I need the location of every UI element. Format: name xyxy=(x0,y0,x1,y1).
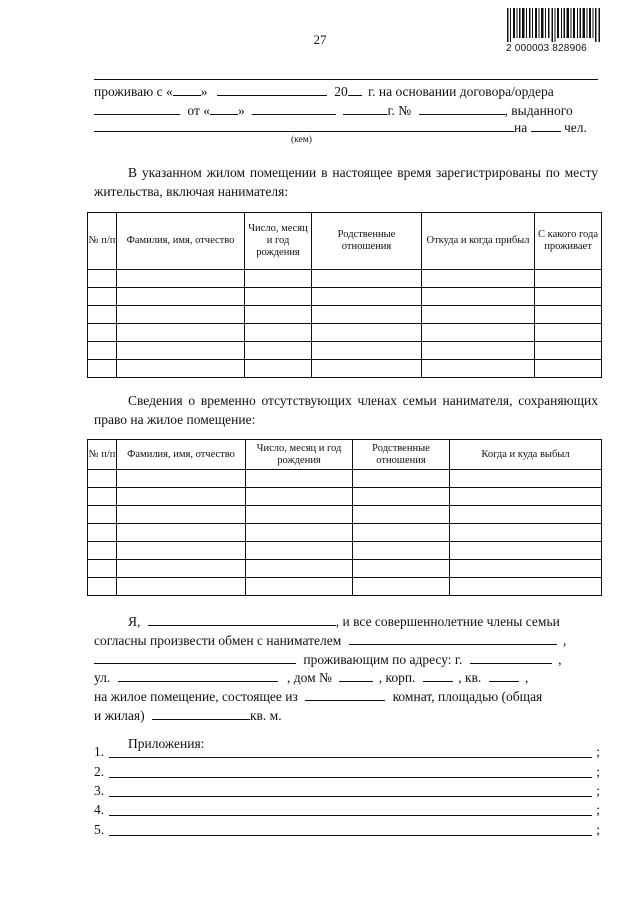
registration-line-1 xyxy=(94,82,554,101)
registered-table-body xyxy=(88,270,602,378)
table-row xyxy=(88,560,602,578)
text-sq-m: кв. м. xyxy=(249,708,282,723)
table-cell[interactable] xyxy=(422,306,535,324)
contract-month-blank[interactable] xyxy=(252,101,336,115)
text-from: от « xyxy=(187,103,210,118)
table-cell[interactable] xyxy=(353,506,450,524)
table-cell[interactable] xyxy=(450,488,602,506)
table-cell[interactable] xyxy=(535,270,602,288)
table-row xyxy=(88,270,602,288)
table-row xyxy=(88,542,602,560)
text-year-prefix: 20 xyxy=(334,84,348,99)
table-cell[interactable] xyxy=(117,306,245,324)
table-cell[interactable] xyxy=(245,288,312,306)
persons-count-blank[interactable] xyxy=(531,118,561,132)
col-header-since-year: С какого года проживает xyxy=(535,213,602,270)
barcode-digits: 2 000003 828906 xyxy=(506,43,587,54)
appendix-number: 2. xyxy=(94,764,105,779)
table-cell[interactable] xyxy=(88,560,117,578)
table-cell[interactable] xyxy=(422,342,535,360)
table-cell[interactable] xyxy=(117,342,245,360)
building-blank[interactable] xyxy=(423,668,453,682)
table-cell[interactable] xyxy=(312,324,422,342)
house-blank[interactable] xyxy=(339,668,373,682)
table-cell[interactable] xyxy=(245,342,312,360)
table-cell[interactable] xyxy=(246,542,353,560)
tenant-name-cont-blank[interactable] xyxy=(94,650,296,664)
text-and-adult-members: , и все совершеннолетние члены семьи xyxy=(335,614,560,629)
text-comma: , xyxy=(558,652,562,667)
table-row xyxy=(88,524,602,542)
col-header-arrived: Откуда и когда прибыл xyxy=(422,213,535,270)
contract-number-blank[interactable] xyxy=(94,101,180,115)
appendix-end: ; xyxy=(596,802,600,817)
consent-line-4 xyxy=(94,668,528,687)
appendix-blank[interactable] xyxy=(109,796,592,797)
appendix-blank[interactable] xyxy=(109,815,592,816)
table-cell[interactable] xyxy=(450,524,602,542)
appendix-end: ; xyxy=(596,783,600,798)
appendix-number: 4. xyxy=(94,802,105,817)
text-and-living: и жилая) xyxy=(94,708,145,723)
col-header-birth-date: Число, месяц и год рождения xyxy=(245,213,312,270)
text-quote-close: » xyxy=(200,84,208,99)
top-underline xyxy=(94,79,598,80)
table-cell[interactable] xyxy=(353,578,450,596)
table-cell[interactable] xyxy=(535,324,602,342)
table-row xyxy=(88,324,602,342)
text-quote-close-2: » xyxy=(237,103,245,118)
absent-intro xyxy=(94,391,598,429)
table-cell[interactable] xyxy=(353,524,450,542)
appendix-blank[interactable] xyxy=(109,835,592,836)
table-cell[interactable] xyxy=(245,360,312,378)
table-row xyxy=(88,306,602,324)
table-cell[interactable] xyxy=(450,560,602,578)
absent-intro-text: Сведения о временно отсутствующих членах семьи нанимателя, сохраняющих право на жилое помещение: xyxy=(94,393,598,427)
appendix-number: 1. xyxy=(94,744,105,759)
table-row xyxy=(88,360,602,378)
appendix-end: ; xyxy=(596,744,600,759)
table-cell[interactable] xyxy=(117,542,246,560)
table-cell[interactable] xyxy=(450,506,602,524)
table-cell[interactable] xyxy=(353,542,450,560)
text-since: проживаю с « xyxy=(94,84,173,99)
table-cell[interactable] xyxy=(422,270,535,288)
contract-year-blank[interactable] xyxy=(343,101,387,115)
absent-table xyxy=(87,439,602,596)
table-cell[interactable] xyxy=(88,360,117,378)
table-row xyxy=(88,342,602,360)
table-cell[interactable] xyxy=(535,288,602,306)
table-cell[interactable] xyxy=(312,270,422,288)
table-cell[interactable] xyxy=(312,360,422,378)
text-apartment: , кв. xyxy=(458,670,482,685)
table-cell[interactable] xyxy=(246,488,353,506)
col-header-departed: Когда и куда выбыл xyxy=(450,440,602,470)
table-cell[interactable] xyxy=(88,270,117,288)
registered-table xyxy=(87,212,602,378)
appendices-title: Приложения: xyxy=(128,736,205,751)
table-cell[interactable] xyxy=(422,288,535,306)
table-cell[interactable] xyxy=(246,560,353,578)
registered-intro-text: В указанном жилом помещении в настоящее время зарегистрированы по месту жительства, включая нанимателя: xyxy=(94,165,598,199)
table-cell[interactable] xyxy=(245,324,312,342)
table-row xyxy=(88,470,602,488)
text-living-space-rooms: на жилое помещение, состоящее из xyxy=(94,689,298,704)
table-cell[interactable] xyxy=(117,470,246,488)
text-agree-exchange: согласны произвести обмен с нанимателем xyxy=(94,633,342,648)
contract-day-blank[interactable] xyxy=(210,101,238,115)
year-blank[interactable] xyxy=(348,82,362,96)
table-row xyxy=(88,506,602,524)
table-cell[interactable] xyxy=(88,524,117,542)
registration-line-3 xyxy=(94,118,587,137)
applicant-name-blank[interactable] xyxy=(148,612,336,626)
text-building: , корп. xyxy=(378,670,416,685)
consent-line-3 xyxy=(94,650,561,669)
area-blank[interactable] xyxy=(152,706,250,720)
table-cell[interactable] xyxy=(117,360,245,378)
text-rooms-area: комнат, площадью (общая xyxy=(392,689,543,704)
table-cell[interactable] xyxy=(246,524,353,542)
appendix-end: ; xyxy=(596,764,600,779)
table-cell[interactable] xyxy=(535,360,602,378)
table-cell[interactable] xyxy=(450,542,602,560)
table-cell[interactable] xyxy=(246,506,353,524)
table-cell[interactable] xyxy=(353,470,450,488)
page-number: 27 xyxy=(313,32,327,47)
text-living-at-city: проживающим по адресу: г. xyxy=(303,652,463,667)
table-cell[interactable] xyxy=(117,578,246,596)
appendix-number: 3. xyxy=(94,783,105,798)
street-blank[interactable] xyxy=(118,668,278,682)
apartment-blank[interactable] xyxy=(489,668,519,682)
appendix-blank[interactable] xyxy=(109,777,592,778)
month-blank[interactable] xyxy=(217,82,327,96)
table-cell[interactable] xyxy=(117,488,246,506)
table-cell[interactable] xyxy=(312,288,422,306)
table-cell[interactable] xyxy=(117,288,245,306)
appendix-end: ; xyxy=(596,822,600,837)
city-blank[interactable] xyxy=(470,650,552,664)
col-header-full-name: Фамилия, имя, отчество xyxy=(117,213,245,270)
table-cell[interactable] xyxy=(245,306,312,324)
registered-intro xyxy=(94,163,598,201)
col-header-relationship: Родственные отношения xyxy=(312,213,422,270)
tenant-name-blank[interactable] xyxy=(349,631,557,645)
table-cell[interactable] xyxy=(245,270,312,288)
table-cell[interactable] xyxy=(246,578,353,596)
table-cell[interactable] xyxy=(88,578,117,596)
text-persons: чел. xyxy=(563,120,587,135)
rooms-count-blank[interactable] xyxy=(305,687,385,701)
text-year-number: г. № xyxy=(387,103,412,118)
col-header-number: № п/п xyxy=(88,213,117,270)
table-cell[interactable] xyxy=(353,560,450,578)
table-row xyxy=(88,288,602,306)
absent-table-body xyxy=(88,470,602,596)
text-based-on-contract: г. на основании договора/ордера xyxy=(368,84,554,99)
table-cell[interactable] xyxy=(422,324,535,342)
table-cell[interactable] xyxy=(88,324,117,342)
table-cell[interactable] xyxy=(88,288,117,306)
table-cell[interactable] xyxy=(88,542,117,560)
day-blank[interactable] xyxy=(173,82,201,96)
col-header-birth-date: Число, месяц и год рождения xyxy=(246,440,353,470)
table-cell[interactable] xyxy=(117,270,245,288)
table-cell[interactable] xyxy=(88,470,117,488)
caption-kem: (кем) xyxy=(291,135,312,145)
table-cell[interactable] xyxy=(88,488,117,506)
text-comma: , xyxy=(563,633,567,648)
col-header-full-name: Фамилия, имя, отчество xyxy=(117,440,246,470)
table-cell[interactable] xyxy=(246,470,353,488)
col-header-relationship: Родственные отношения xyxy=(353,440,450,470)
doc-number-blank[interactable] xyxy=(419,101,505,115)
table-row xyxy=(88,488,602,506)
barcode-image xyxy=(507,8,602,42)
text-street: ул. xyxy=(94,670,111,685)
table-cell[interactable] xyxy=(88,506,117,524)
table-cell[interactable] xyxy=(88,306,117,324)
table-cell[interactable] xyxy=(450,578,602,596)
appendix-blank[interactable] xyxy=(109,757,592,758)
table-cell[interactable] xyxy=(450,470,602,488)
table-cell[interactable] xyxy=(117,324,245,342)
table-cell[interactable] xyxy=(353,488,450,506)
text-comma: , xyxy=(525,670,529,685)
table-cell[interactable] xyxy=(117,524,246,542)
text-i: Я, xyxy=(128,614,141,629)
table-cell[interactable] xyxy=(535,306,602,324)
table-cell[interactable] xyxy=(535,342,602,360)
appendix-number: 5. xyxy=(94,822,105,837)
text-house-number: , дом № xyxy=(287,670,332,685)
table-cell[interactable] xyxy=(312,342,422,360)
table-cell[interactable] xyxy=(88,342,117,360)
table-cell[interactable] xyxy=(117,560,246,578)
consent-line-6 xyxy=(94,706,282,725)
table-row xyxy=(88,578,602,596)
issued-by-blank[interactable] xyxy=(94,118,514,132)
text-for: на xyxy=(514,120,528,135)
col-header-number: № п/п xyxy=(88,440,117,470)
consent-line-2 xyxy=(94,631,566,650)
consent-line-1 xyxy=(128,612,560,631)
text-issued: , выданного xyxy=(504,103,573,118)
table-cell[interactable] xyxy=(312,306,422,324)
table-cell[interactable] xyxy=(422,360,535,378)
consent-line-5 xyxy=(94,687,542,706)
table-cell[interactable] xyxy=(117,506,246,524)
